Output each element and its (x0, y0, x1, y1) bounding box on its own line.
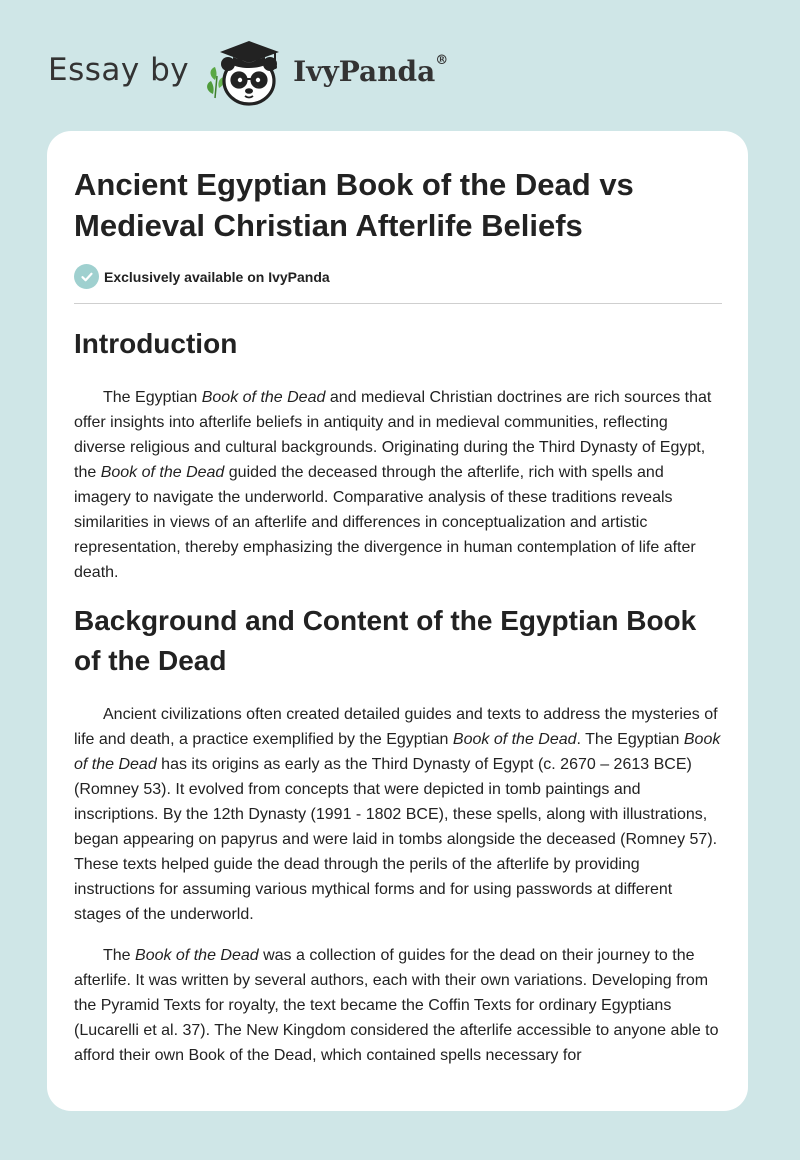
intro-paragraph (74, 385, 722, 585)
exclusive-label: Exclusively available on IvyPanda (104, 268, 330, 285)
brand-header (48, 36, 448, 108)
background-paragraph-2 (74, 943, 722, 1068)
exclusive-notice (74, 264, 330, 289)
brand-prefix: Essay by (48, 52, 190, 88)
paragraph-text: was a collection of guides for the dead on their journey to the afterlife. It was written by several authors, each with their own variations. Developing from the Pyramid Texts for royalty, the text became the Coffin Texts for ordinary Egyptians (Lucarelli et al. 37). The New Kingdom considered the afterlife accessible to anyone able to afford their own Book of the Dead, which contained spells necessary for (74, 947, 719, 1064)
book-title-italic: Book of the Dead (100, 464, 225, 481)
background-paragraph-1 (74, 702, 722, 927)
book-title-italic: Book of the Dead (74, 731, 721, 773)
section-heading-background: Background and Content of the Egyptian Book of the Dead (74, 605, 697, 676)
book-title-italic: Book of the Dead (201, 389, 326, 406)
brand-name (293, 52, 449, 88)
panda-logo-icon (203, 36, 291, 108)
essay-title: Ancient Egyptian Book of the Dead vs Medieval Christian Afterlife Beliefs (74, 167, 634, 243)
book-title-italic: Book of the Dead (452, 731, 577, 748)
brand-name-text: IvyPanda (293, 54, 436, 88)
paragraph-text: has its origins as early as the Third Dynasty of Egypt (c. 2670 – 2613 BCE) (Romney 53). It evolved from concepts that were depicted in tomb paintings and inscriptions. By the 12th Dynasty (1991 - 1802 BCE), these spells, along with illustrations, began appearing on papyrus and were laid in tombs alongside the deceased (Romney 57). These texts helped guide the dead through the perils of the afterlife by providing instructions for assuming various mythical forms and for using passwords at different stages of the underworld. (74, 756, 718, 923)
paragraph-text: The Egyptian (103, 389, 202, 406)
check-circle-icon (74, 264, 99, 289)
title-divider (74, 303, 722, 304)
paragraph-text: . The Egyptian (576, 731, 684, 748)
paragraph-text: The (103, 947, 136, 964)
paragraph-text: Ancient civilizations often created detailed guides and texts to address the mysteries of life and death, a practice exemplified by the Egyptian (74, 706, 718, 748)
paragraph-text: guided the deceased through the afterlife, rich with spells and imagery to navigate the underworld. Comparative analysis of these traditions reveals similarities in views of an afterlife and differences in conceptualization and artistic representation, thereby emphasizing the divergence in human contemplation of life after death. (74, 464, 696, 581)
essay-card (47, 131, 748, 1111)
book-title-italic: Book of the Dead (135, 947, 259, 964)
registered-mark: ® (435, 52, 449, 68)
paragraph-text: and medieval Christian doctrines are rich sources that offer insights into afterlife beliefs in antiquity and in medieval communities, reflecting diverse religious and cultural backgrounds. Originating during the Third Dynasty of Egypt, the (74, 389, 712, 481)
section-heading-introduction: Introduction (74, 328, 238, 359)
